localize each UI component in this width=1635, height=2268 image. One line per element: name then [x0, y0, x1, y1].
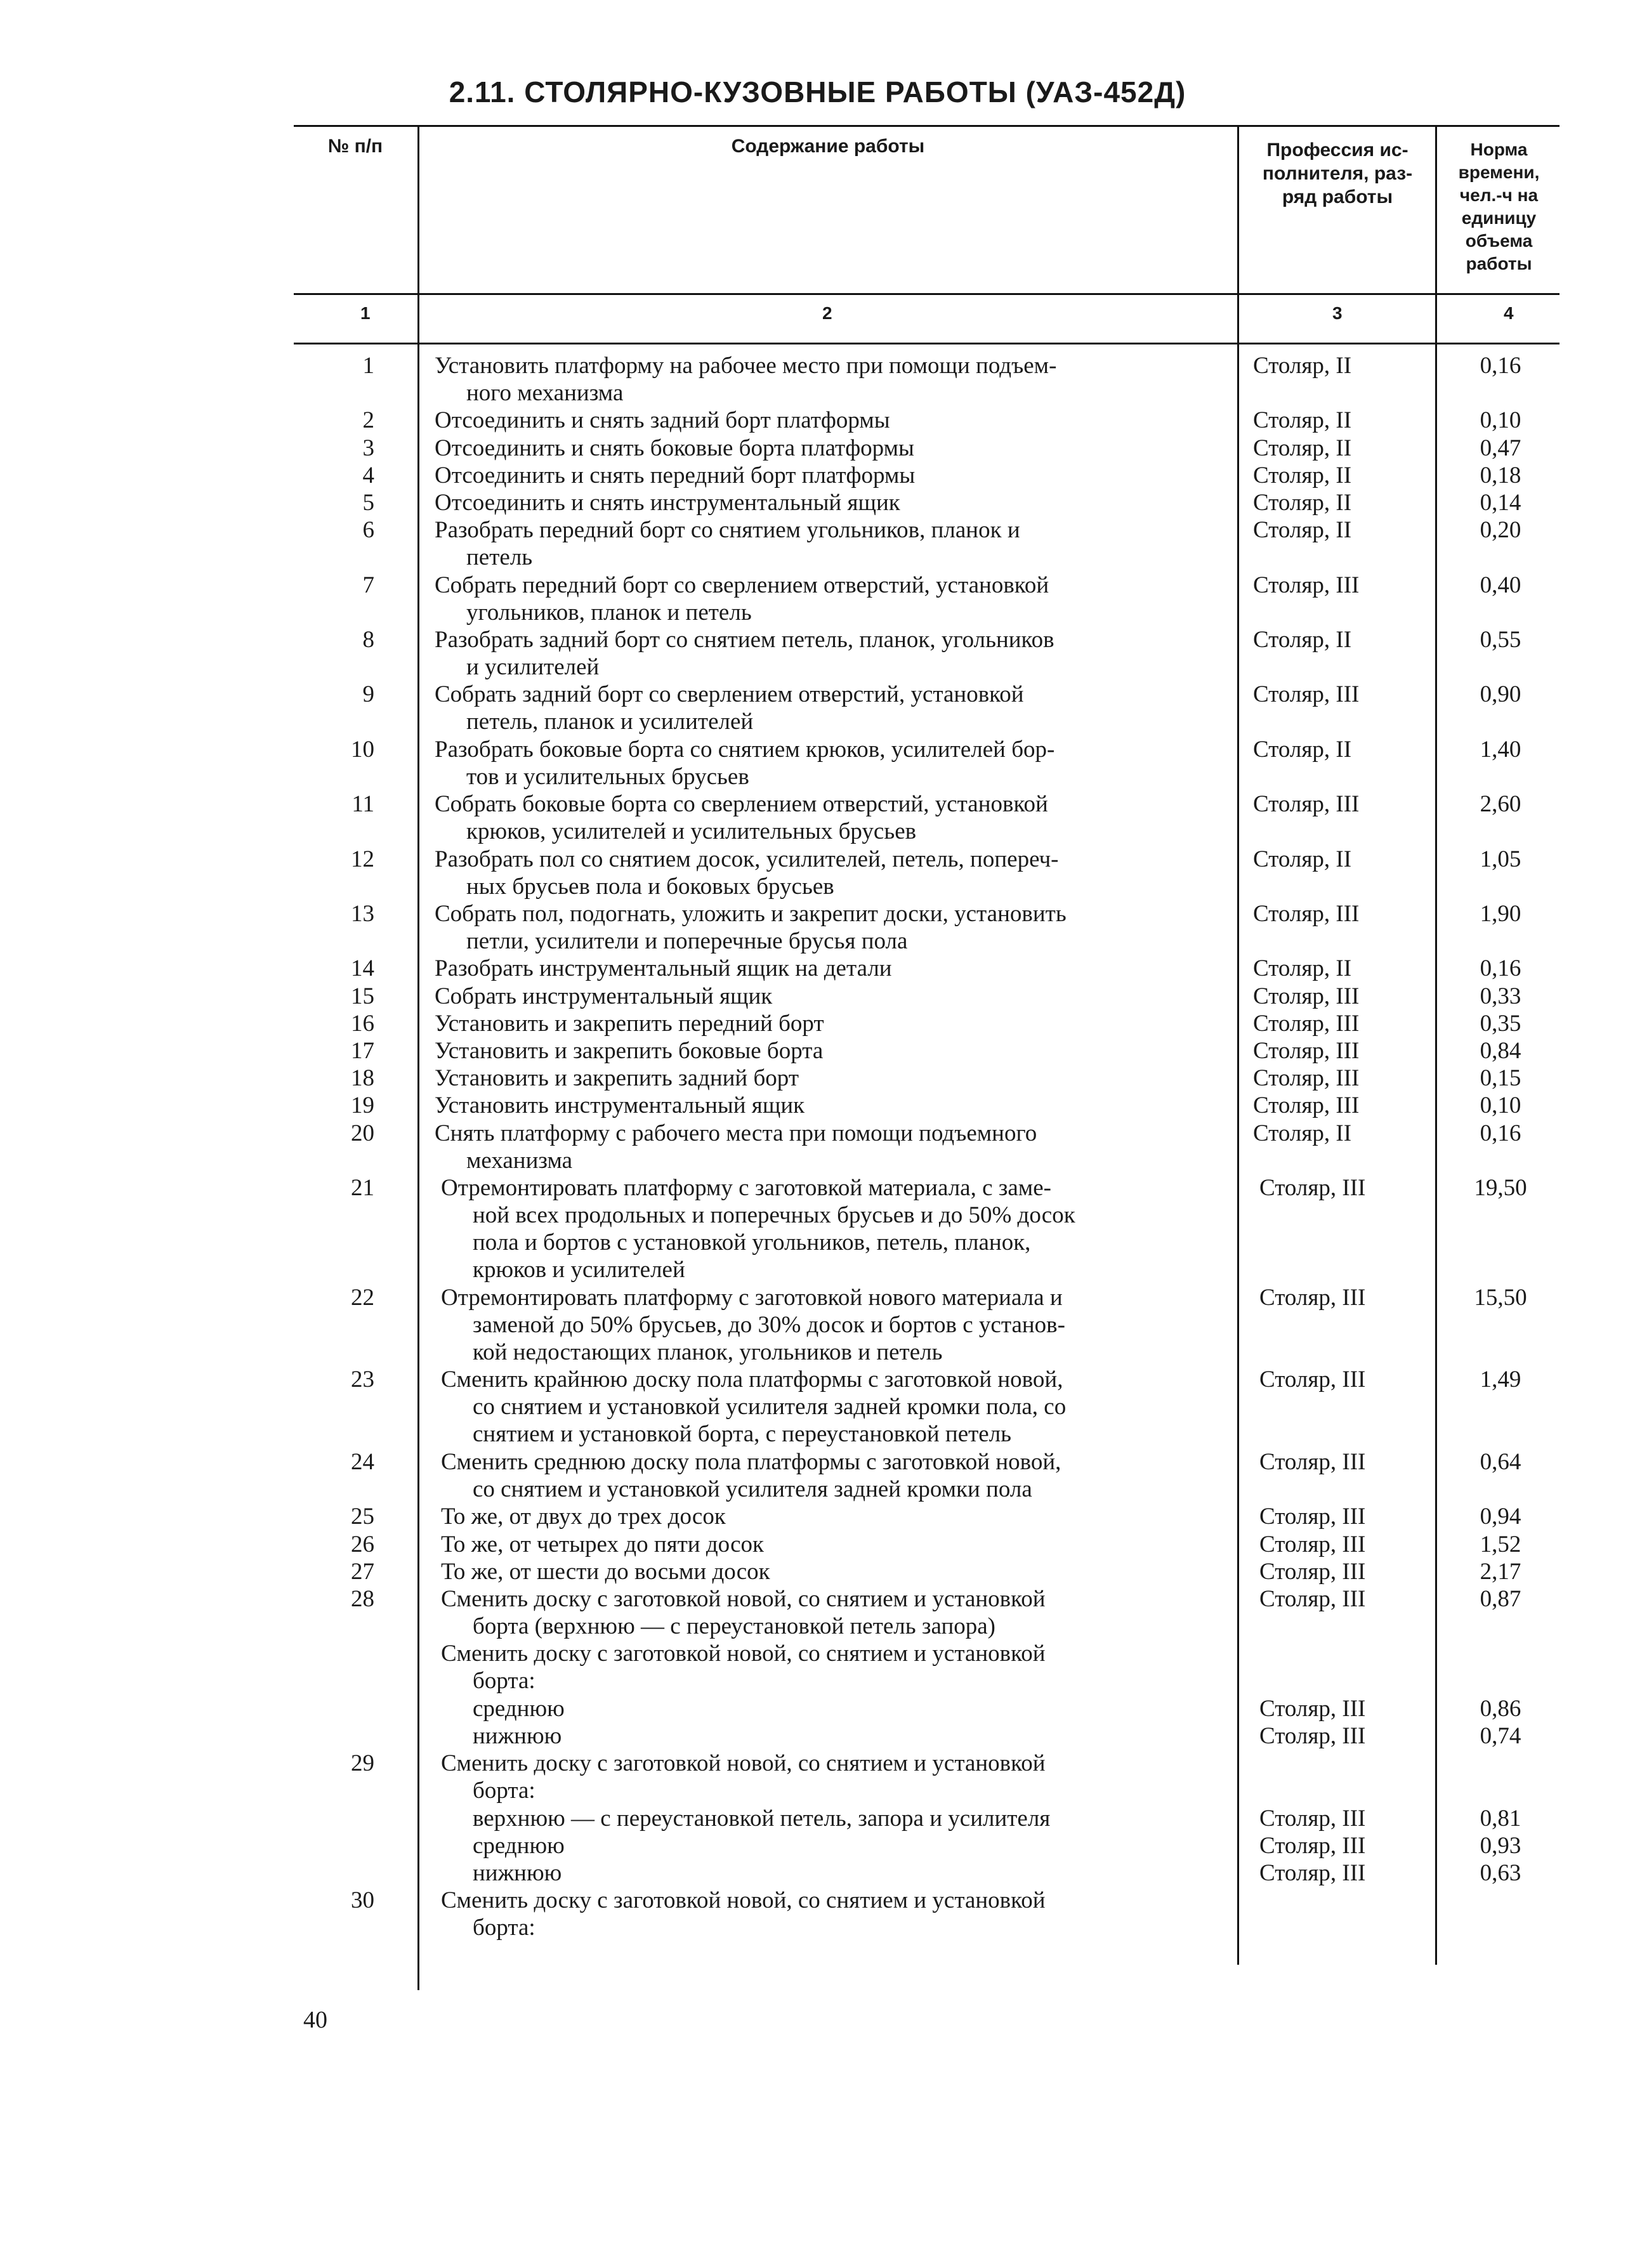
row-norm: 0,94: [1480, 1504, 1521, 1530]
row-work-description: [435, 736, 1054, 790]
row-number: 2: [362, 407, 374, 434]
row-norm: 0,33: [1480, 983, 1521, 1009]
row-profession: Столяр, II: [1253, 1120, 1352, 1146]
work-line: Разобрать пол со снятием досок, усилителей, петель, попереч-: [435, 846, 1059, 872]
row-profession: Столяр, III: [1259, 1558, 1366, 1585]
row-profession: Столяр, III: [1253, 901, 1360, 927]
work-line: борта:: [473, 1668, 535, 1694]
row-work-description: [441, 1448, 1061, 1503]
row-profession: Столяр, II: [1253, 736, 1352, 763]
row-norm: 0,81: [1480, 1805, 1521, 1832]
row-profession: Столяр, III: [1259, 1367, 1366, 1393]
work-line: нижнюю: [473, 1860, 562, 1886]
row-number: 27: [351, 1558, 374, 1585]
col-divider-3: [1435, 125, 1437, 1965]
work-line: механизма: [466, 1147, 573, 1174]
row-number: 11: [351, 791, 374, 818]
work-line: петель, планок и усилителей: [466, 709, 754, 735]
work-line: борта (верхнюю — с переустановкой петель запора): [473, 1613, 995, 1639]
row-norm: 1,40: [1480, 736, 1521, 763]
work-line: Сменить доску с заготовкой новой, со снятием и установкой: [441, 1887, 1046, 1914]
row-profession: Столяр, II: [1253, 490, 1352, 516]
row-number: 13: [351, 901, 374, 927]
work-line: Отсоединить и снять задний борт платформы: [435, 407, 890, 434]
row-profession: Столяр, III: [1259, 1860, 1366, 1886]
work-line: Установить инструментальный ящик: [435, 1092, 805, 1119]
work-line: Собрать инструментальный ящик: [435, 983, 773, 1009]
row-number: 1: [362, 353, 374, 379]
row-profession: Столяр, III: [1259, 1284, 1366, 1311]
page-title: 2.11. СТОЛЯРНО-КУЗОВНЫЕ РАБОТЫ (УАЗ-452Д): [449, 75, 1186, 108]
row-number: 22: [351, 1284, 374, 1311]
row-number: 8: [362, 627, 374, 653]
row-work-description: [441, 1503, 726, 1530]
row-norm: 0,35: [1480, 1010, 1521, 1037]
header-col-work: Содержание работы: [731, 136, 925, 157]
row-work-description: [441, 1366, 1066, 1448]
work-line: Сменить доску с заготовкой новой, со снятием и установкой: [441, 1641, 1046, 1667]
row-profession: Столяр, III: [1253, 1038, 1360, 1064]
row-norm: 0,20: [1480, 517, 1521, 544]
work-line: среднюю: [473, 1695, 565, 1722]
work-line: Сменить среднюю доску пола платформы с заготовкой новой,: [441, 1449, 1061, 1475]
work-line: нижнюю: [473, 1723, 562, 1749]
row-work-description: [441, 1750, 1046, 1804]
row-profession: Столяр, II: [1253, 353, 1352, 379]
work-line: Сменить доску с заготовкой новой, со снятием и установкой: [441, 1750, 1046, 1777]
row-work-description: [435, 352, 1056, 407]
row-profession: Столяр, III: [1253, 983, 1360, 1009]
row-norm: 0,74: [1480, 1723, 1521, 1749]
work-line: То же, от двух до трех досок: [441, 1504, 726, 1530]
work-line: петли, усилители и поперечные брусья пола: [466, 928, 908, 954]
row-work-description: [435, 1065, 799, 1092]
work-line: ных брусьев пола и боковых брусьев: [466, 873, 834, 900]
row-work-description: [441, 1558, 770, 1585]
work-line: и усилителей: [466, 654, 600, 680]
row-number: 29: [351, 1750, 374, 1777]
row-norm: 0,16: [1480, 1120, 1521, 1146]
row-number: 28: [351, 1586, 374, 1612]
row-work-description: [441, 1284, 1065, 1366]
header-col-norm: Норма времени, чел.-ч на единицу объема работы: [1458, 140, 1540, 273]
work-line: Отсоединить и снять боковые борта платформы: [435, 435, 914, 461]
row-norm: 0,47: [1480, 435, 1521, 461]
row-norm: 0,90: [1480, 681, 1521, 708]
work-line: Собрать задний борт со сверлением отверстий, установкой: [435, 681, 1024, 708]
work-line: верхнюю — с переустановкой петель, запора и усилителя: [473, 1805, 1051, 1832]
row-work-description: [435, 846, 1059, 900]
row-work-description: [435, 407, 890, 434]
work-line: петель: [466, 544, 533, 571]
row-norm: 2,17: [1480, 1558, 1521, 1585]
row-norm: 0,84: [1480, 1038, 1521, 1064]
work-line: ной всех продольных и поперечных брусьев и до 50% досок: [473, 1202, 1075, 1228]
work-line: Разобрать задний борт со снятием петель, планок, угольников: [435, 627, 1054, 653]
header-col-number: № п/п: [327, 136, 383, 157]
row-profession: Столяр, III: [1259, 1805, 1366, 1832]
row-work-description: [441, 1531, 764, 1558]
work-line: То же, от четырех до пяти досок: [441, 1531, 765, 1557]
work-line: Установить и закрепить боковые борта: [435, 1038, 824, 1064]
row-work-description: [435, 1120, 1037, 1174]
row-profession: Столяр, III: [1253, 1065, 1360, 1092]
column-number-1: 1: [360, 303, 371, 323]
row-profession: Столяр, III: [1259, 1504, 1366, 1530]
row-profession: Столяр, III: [1259, 1723, 1366, 1749]
work-line: ного механизма: [466, 380, 624, 406]
work-line: Установить платформу на рабочее место при помощи подъем-: [435, 353, 1057, 379]
row-profession: Столяр, II: [1253, 462, 1352, 488]
work-line: борта:: [473, 1778, 535, 1804]
row-work-description: [435, 955, 892, 982]
row-number: 12: [351, 846, 374, 872]
work-line: Собрать боковые борта со сверлением отверстий, установкой: [435, 791, 1048, 818]
work-line: Разобрать передний борт со снятием угольников, планок и: [435, 517, 1020, 544]
row-number: 30: [351, 1887, 374, 1914]
row-number: 14: [351, 955, 374, 982]
row-number: 15: [351, 983, 374, 1009]
row-profession: Столяр, II: [1253, 517, 1352, 544]
row-norm: 0,63: [1480, 1860, 1521, 1886]
work-line: Разобрать боковые борта со снятием крюков, усилителей бор-: [435, 736, 1055, 763]
row-profession: Столяр, II: [1253, 627, 1352, 653]
row-norm: 1,49: [1480, 1367, 1521, 1393]
row-profession: Столяр, III: [1259, 1175, 1366, 1201]
row-profession: Столяр, III: [1259, 1586, 1366, 1612]
work-line: Установить и закрепить передний борт: [435, 1010, 824, 1037]
row-profession: Столяр, III: [1253, 1010, 1360, 1037]
row-norm: 0,40: [1480, 572, 1521, 598]
row-profession: Столяр, II: [1253, 955, 1352, 982]
row-profession: Столяр, III: [1253, 791, 1360, 818]
row-work-description: [441, 1887, 1046, 1941]
row-work-description: [435, 1010, 824, 1037]
work-line: Собрать передний борт со сверлением отверстий, установкой: [435, 572, 1049, 598]
work-line: Отремонтировать платформу с заготовкой нового материала и: [441, 1284, 1063, 1311]
row-work-description: [441, 1859, 561, 1887]
row-norm: 1,05: [1480, 846, 1521, 872]
work-line: крюков, усилителей и усилительных брусьев: [466, 818, 917, 845]
column-number-3: 3: [1332, 303, 1343, 323]
row-work-description: [435, 489, 900, 516]
row-profession: Столяр, III: [1259, 1531, 1366, 1557]
column-number-2: 2: [822, 303, 832, 323]
row-profession: Столяр, II: [1253, 846, 1352, 872]
page-number: 40: [303, 2007, 327, 2033]
work-line: среднюю: [473, 1832, 565, 1859]
row-work-description: [435, 681, 1024, 735]
row-work-description: [435, 1092, 804, 1119]
row-number: 20: [351, 1120, 374, 1146]
row-work-description: [435, 983, 772, 1010]
row-number: 5: [362, 490, 374, 516]
work-line: Снять платформу с рабочего места при помощи подъемного: [435, 1120, 1037, 1146]
row-norm: 0,55: [1480, 627, 1521, 653]
row-profession: Столяр, II: [1253, 435, 1352, 461]
row-norm: 0,87: [1480, 1586, 1521, 1612]
work-line: кой недостающих планок, угольников и петель: [473, 1339, 943, 1365]
row-norm: 0,10: [1480, 407, 1521, 434]
row-norm: 0,64: [1480, 1449, 1521, 1475]
row-norm: 0,16: [1480, 353, 1521, 379]
row-work-description: [441, 1805, 1050, 1832]
row-number: 26: [351, 1531, 374, 1557]
row-norm: 2,60: [1480, 791, 1521, 818]
row-work-description: [435, 790, 1048, 845]
row-norm: 0,14: [1480, 490, 1521, 516]
row-work-description: [435, 1037, 823, 1065]
row-profession: Столяр, III: [1253, 681, 1360, 708]
work-line: крюков и усилителей: [473, 1257, 685, 1283]
row-norm: 0,10: [1480, 1092, 1521, 1119]
row-norm: 1,52: [1480, 1531, 1521, 1557]
row-number: 16: [351, 1010, 374, 1037]
row-number: 4: [362, 462, 374, 488]
row-number: 9: [362, 681, 374, 708]
row-profession: Столяр, III: [1259, 1695, 1366, 1722]
row-profession: Столяр, III: [1253, 1092, 1360, 1119]
work-line: Отремонтировать платформу с заготовкой материала, с заме-: [441, 1175, 1051, 1201]
row-profession: Столяр, II: [1253, 407, 1352, 434]
row-work-description: [441, 1722, 561, 1750]
work-line: Отсоединить и снять передний борт платформы: [435, 462, 916, 488]
table-top-rule: [294, 125, 1559, 127]
work-line: тов и усилительных брусьев: [466, 763, 749, 790]
row-norm: 15,50: [1474, 1284, 1527, 1311]
col-divider-1: [417, 125, 419, 1990]
row-work-description: [435, 900, 1067, 955]
row-number: 6: [362, 517, 374, 544]
header-bottom-rule: [294, 293, 1559, 295]
row-norm: 1,90: [1480, 901, 1521, 927]
work-line: Разобрать инструментальный ящик на детали: [435, 955, 892, 982]
work-line: угольников, планок и петель: [466, 599, 752, 626]
row-work-description: [435, 626, 1054, 681]
work-line: Сменить крайнюю доску пола платформы с заготовкой новой,: [441, 1367, 1063, 1393]
row-number: 24: [351, 1449, 374, 1475]
column-number-4: 4: [1504, 303, 1514, 323]
numbering-bottom-rule: [294, 343, 1559, 344]
row-work-description: [435, 462, 915, 489]
row-norm: 0,93: [1480, 1832, 1521, 1859]
row-work-description: [441, 1832, 565, 1859]
row-number: 25: [351, 1504, 374, 1530]
row-norm: 0,16: [1480, 955, 1521, 982]
row-norm: 0,15: [1480, 1065, 1521, 1092]
row-profession: Столяр, III: [1253, 572, 1360, 598]
row-number: 7: [362, 572, 374, 598]
row-work-description: [441, 1695, 565, 1722]
work-line: Установить и закрепить задний борт: [435, 1065, 799, 1092]
work-line: Сменить доску с заготовкой новой, со снятием и установкой: [441, 1586, 1046, 1612]
col-divider-2: [1237, 125, 1239, 1965]
work-line: со снятием и установкой усилителя задней кромки пола: [473, 1476, 1032, 1502]
row-number: 21: [351, 1175, 374, 1201]
row-work-description: [435, 572, 1049, 626]
row-work-description: [441, 1174, 1075, 1283]
work-line: То же, от шести до восьми досок: [441, 1558, 770, 1585]
row-work-description: [435, 516, 1020, 571]
row-number: 3: [362, 435, 374, 461]
row-number: 10: [351, 736, 374, 763]
work-line: заменой до 50% брусьев, до 30% досок и бортов с установ-: [473, 1311, 1065, 1338]
work-line: пола и бортов с установкой угольников, петель, планок,: [473, 1229, 1031, 1255]
row-norm: 0,86: [1480, 1695, 1521, 1722]
work-line: снятием и установкой борта, с переустановкой петель: [473, 1421, 1012, 1448]
row-work-description: [441, 1585, 1046, 1694]
row-norm: 0,18: [1480, 462, 1521, 488]
work-line: Отсоединить и снять инструментальный ящик: [435, 490, 900, 516]
work-line: борта:: [473, 1915, 535, 1941]
row-profession: Столяр, III: [1259, 1449, 1366, 1475]
header-col-profession: Профессия ис- полнителя, раз- ряд работы: [1262, 140, 1413, 207]
row-number: 19: [351, 1092, 374, 1119]
row-profession: Столяр, III: [1259, 1832, 1366, 1859]
row-norm: 19,50: [1474, 1175, 1527, 1201]
work-line: со снятием и установкой усилителя задней кромки пола, со: [473, 1394, 1067, 1420]
row-number: 23: [351, 1367, 374, 1393]
row-number: 18: [351, 1065, 374, 1092]
work-line: Собрать пол, подогнать, уложить и закрепит доски, установить: [435, 901, 1067, 927]
row-work-description: [435, 435, 914, 462]
row-number: 17: [351, 1038, 374, 1064]
